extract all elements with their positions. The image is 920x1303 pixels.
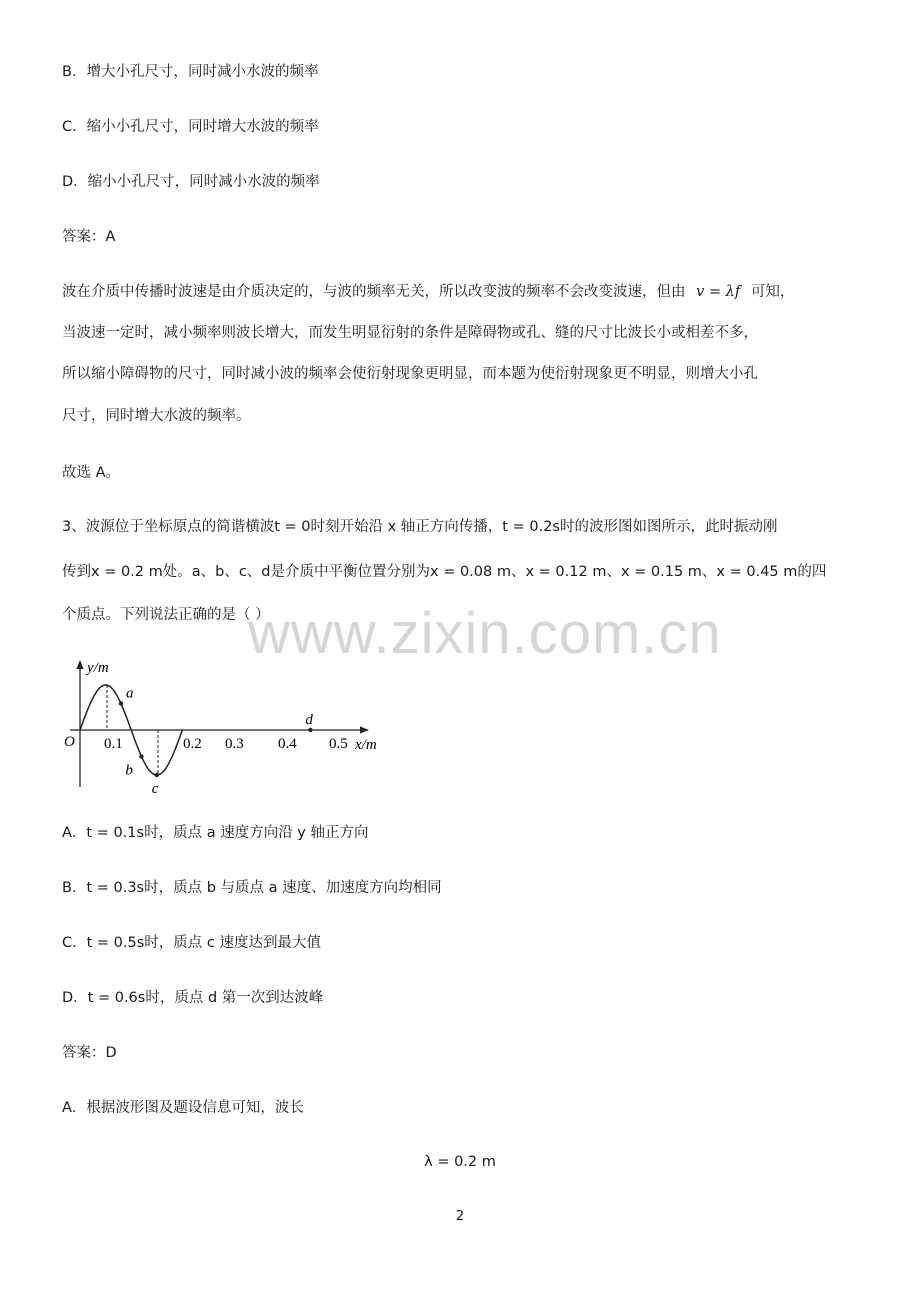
q2-explanation-text-end: 可知， [750, 284, 795, 300]
page-number: 2 [455, 1209, 465, 1224]
q2-answer: 答案：A [62, 229, 116, 245]
q2-option-d: D．缩小小孔尺寸，同时减小水波的频率 [62, 174, 320, 190]
q3-answer: 答案：D [62, 1045, 117, 1061]
origin-label: O [64, 734, 75, 750]
particle-label-d: d [305, 712, 313, 728]
particle-d [308, 728, 312, 732]
q3-option-d: D．t = 0.6s时，质点 d 第一次到达波峰 [62, 990, 324, 1006]
particle-label-c: c [151, 781, 159, 795]
q2-conclusion: 故选 A。 [62, 465, 121, 481]
x-axis-label: x/m [355, 737, 377, 753]
x-tick-label: 0.2 [183, 736, 202, 752]
q3-stem-line-2: 传到x = 0.2 m处。a、b、c、d是介质中平衡位置分别为x = 0.08 m、x = 0.12 m、x = 0.15 m、x = 0.45 m的四 [62, 564, 827, 580]
q2-option-c: C．缩小小孔尺寸，同时增大水波的频率 [62, 119, 319, 135]
waveform-figure [62, 655, 392, 795]
q2-option-b: B．增大小孔尺寸，同时减小水波的频率 [62, 64, 319, 80]
particle-b [139, 754, 143, 758]
q3-option-a: A．t = 0.1s时，质点 a 速度方向沿 y 轴正方向 [62, 825, 369, 841]
q3-analysis-a: A．根据波形图及题设信息可知，波长 [62, 1100, 304, 1116]
q3-option-b: B．t = 0.3s时，质点 b 与质点 a 速度、加速度方向均相同 [62, 880, 442, 896]
q2-explanation-line-2: 当波速一定时，减小频率则波长增大，而发生明显衍射的条件是障碍物或孔、缝的尺寸比波长小或相差不多， [62, 325, 758, 341]
particle-label-b: b [125, 762, 133, 779]
x-tick-label: 0.3 [225, 736, 244, 752]
particle-a [119, 701, 123, 705]
q2-explanation-line-3: 所以缩小障碍物的尺寸，同时减小波的频率会使衍射现象更明显，而本题为使衍射现象更不明显，则增大小孔 [62, 366, 758, 382]
x-tick-label: 0.5 [329, 736, 348, 752]
particle-c [155, 773, 159, 777]
q3-option-c: C．t = 0.5s时，质点 c 速度达到最大值 [62, 935, 321, 951]
waveform-svg [62, 655, 392, 795]
x-tick-label: 0.1 [104, 736, 123, 752]
particle-label-a: a [126, 685, 134, 702]
wave-speed-formula: v = λf [696, 284, 741, 300]
q2-explanation-line-1 [62, 282, 794, 302]
watermark: www.zixin.com.cn [248, 601, 722, 666]
q2-explanation-line-4: 尺寸，同时增大水波的频率。 [62, 408, 251, 424]
x-ticks [104, 736, 348, 752]
q2-explanation-text: 波在介质中传播时波速是由介质决定的，与波的频率无关，所以改变波的频率不会改变波速，但由 [62, 284, 686, 300]
q3-stem-line-1: 3、波源位于坐标原点的简谐横波t = 0时刻开始沿 x 轴正方向传播，t = 0.2s时的波形图如图所示，此时振动刚 [62, 519, 778, 535]
q3-stem-line-3: 个质点。下列说法正确的是（ ） [62, 607, 270, 623]
x-tick-label: 0.4 [278, 736, 297, 752]
y-axis-label: y/m [87, 660, 109, 676]
wavelength-formula: λ = 0.2 m [424, 1154, 496, 1170]
